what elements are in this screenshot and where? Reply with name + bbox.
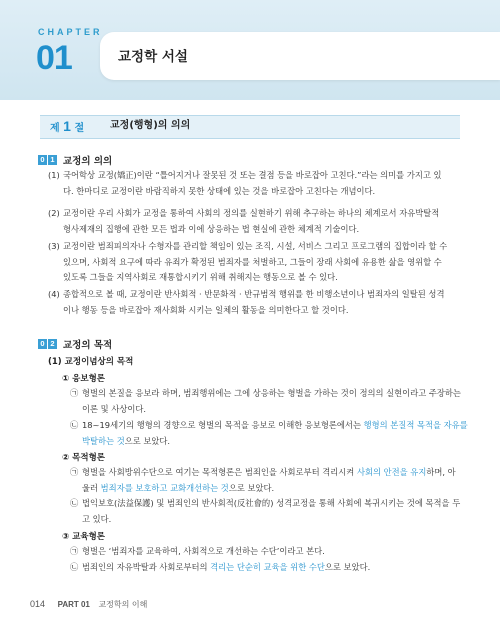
highlight-text: 사회의 안전을 유지: [356, 467, 427, 477]
subheading-02: [38, 337, 112, 351]
chapter-number: 01: [36, 39, 72, 77]
paragraph-item: (1) 국어학상 교정(矯正)이란 “틀어지거나 잘못된 것 또는 결점 등을 바로잡아 고친다.”라는 의미를 가지고 있 다. 한마디로 교정이란 바람직하지 못한 상태에 있는 것을 바로잡아 고친다는 개념이다.: [48, 170, 442, 196]
chapter-title: 교정학 서설: [118, 49, 188, 65]
theory-item: ㉡ 법익보호(法益保護) 및 범죄인의 반사회적(反社會的) 성격교정을 통해 사회에 복귀시키는 것에 목적을 두 고 있다.: [70, 498, 461, 524]
section-number-tag: [50, 115, 84, 137]
section-title: 교정(행형)의 의의: [110, 120, 191, 131]
section-number: 1: [63, 118, 71, 134]
highlight-text: 박탈하는 것: [82, 435, 125, 446]
theory-item: ㉡ 범죄인의 자유박탈과 사회로부터의 격리는 단순히 교육을 위한 수단으로 보았다.: [70, 562, 371, 572]
highlight-text: 행형의 본질적 목적을 자유를: [363, 420, 468, 430]
subheading-title: 교정의 목적: [63, 340, 113, 351]
chapter-label: CHAPTER: [38, 27, 103, 37]
theory-item: ㉡ 18~19세기의 행형의 경향으로 형벌의 목적을 응보로 이해한 응보형론에서는 행형의 본질적 목적을 자유를 박탈하는 것으로 보았다.: [70, 420, 468, 446]
section-bar: [40, 115, 460, 139]
subsection-title: (1) 교정이념상의 목적: [48, 357, 134, 367]
paragraph-item: (3) 교정이란 범죄피의자나 수형자를 관리할 책임이 있는 조직, 시설, 서비스 그리고 프로그램의 집합이라 할 수 있으며, 사회적 요구에 따라 유죄가 확정된 범죄자를 처벌하고, 그들이 장래 사회에 유용한 삶을 영위할 수 있도록 그들을 지역사회로 재통합시키기 위해 취해지는 행동으로 볼 수 있다.: [48, 241, 448, 283]
paragraph-item: (2) 교정이란 우리 사회가 교정을 통하여 사회의 정의를 실현하기 위해 추구하는 하나의 체계로서 자유박탈적 형사제재의 집행에 관한 모든 법과 이에 상응하는 법 현실에 관한 체계적 기술이다.: [48, 208, 440, 234]
page-number: 014: [30, 599, 46, 609]
theory-title: ② 목적형론: [62, 453, 106, 463]
page-footer: [30, 599, 147, 610]
highlight-text: 범죄자를 보호하고 교화개선하는 것: [100, 482, 229, 493]
subheading-01: [38, 153, 112, 167]
theory-item: ㉠ 형벌의 본질을 응보라 하며, 범죄행위에는 그에 상응하는 형벌을 가하는 것이 정의의 실현이라고 주장하는 이론 및 사상이다.: [70, 388, 461, 414]
paragraph-item: (4) 종합적으로 볼 때, 교정이란 반사회적 · 반문화적 · 반규범적 행위를 한 비행소년이나 범죄자의 일탈된 성격 이나 행동 등을 바로잡아 재사회화 시키는 일체의 활동을 의미한다고 할 것이다.: [48, 289, 445, 315]
footer-title: 교정학의 이해: [98, 600, 148, 609]
highlight-text: 격리는 단순히 교육을 위한 수단: [210, 562, 325, 572]
subheading-number-badge: 0 1: [38, 155, 57, 165]
section-suffix: 절: [74, 123, 85, 134]
theory-item: ㉠ 형벌을 사회방위수단으로 여기는 목적형론은 범죄인을 사회로부터 격리시켜 사회의 안전을 유지하며, 아 울러 범죄자를 보호하고 교화개선하는 것으로 보았다.: [70, 467, 456, 493]
footer-part: PART 01: [57, 600, 90, 609]
subheading-number-badge: 0 2: [38, 339, 57, 349]
section-prefix: 제: [50, 123, 60, 134]
theory-title: ① 응보형론: [62, 374, 106, 384]
theory-title: ③ 교육형론: [62, 532, 106, 542]
subheading-title: 교정의 의의: [63, 156, 113, 167]
theory-item: ㉠ 형벌은 ‘범죄자를 교육하여, 사회적으로 개선하는 수단’이라고 본다.: [70, 546, 325, 556]
